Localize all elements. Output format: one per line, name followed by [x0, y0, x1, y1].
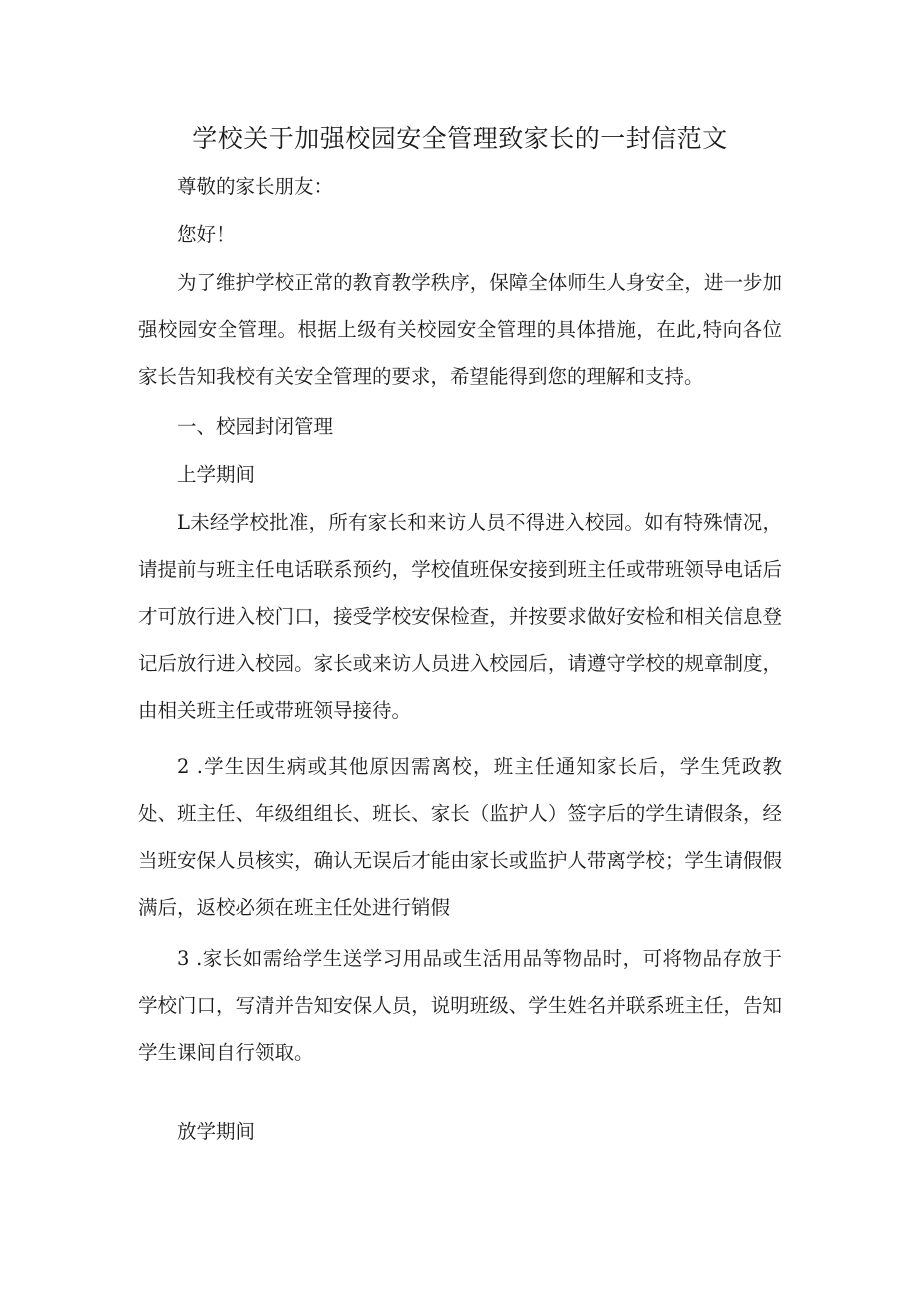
- section-heading-campus-closure: 一、校园封闭管理: [177, 415, 334, 438]
- subheading-school-hours: 上学期间: [177, 463, 256, 486]
- rule-item-2: 2 .学生因生病或其他原因需离校，班主任通知家长后，学生凭政教处、班主任、年级组组长、班长、家长（监护人）签字后的学生请假条，经当班安保人员核实，确认无误后才能由家长或监护人带离学校；学生请假假满后，返校必须在班主任处进行销假: [138, 755, 782, 919]
- intro-paragraph: 为了维护学校正常的教育教学秩序，保障全体师生人身安全，进一步加强校园安全管理。根据上级有关校园安全管理的具体措施，在此,特向各位家长告知我校有关安全管理的要求，希望能得到您的理解和支持。: [138, 271, 782, 388]
- subheading-after-school: 放学期间: [177, 1120, 256, 1143]
- salutation: 尊敬的家长朋友：: [177, 175, 334, 198]
- document-title: 学校关于加强校园安全管理致家长的一封信范文: [192, 124, 728, 153]
- rule-item-1: L未经学校批准，所有家长和来访人员不得进入校园。如有特殊情况，请提前与班主任电话联系预约，学校值班保安接到班主任或带班领导电话后才可放行进入校门口，接受学校安保检查，并按要求做好安检和相关信息登记后放行进入校园。家长或来访人员进入校园后，请遵守学校的规章制度，由相关班主任或带班领导接待。: [138, 511, 782, 722]
- rule-item-3: 3 .家长如需给学生送学习用品或生活用品等物品时，可将物品存放于学校门口，写清并告知安保人员，说明班级、学生姓名并联系班主任，告知学生课间自行领取。: [138, 947, 782, 1064]
- greeting: 您好！: [177, 223, 236, 246]
